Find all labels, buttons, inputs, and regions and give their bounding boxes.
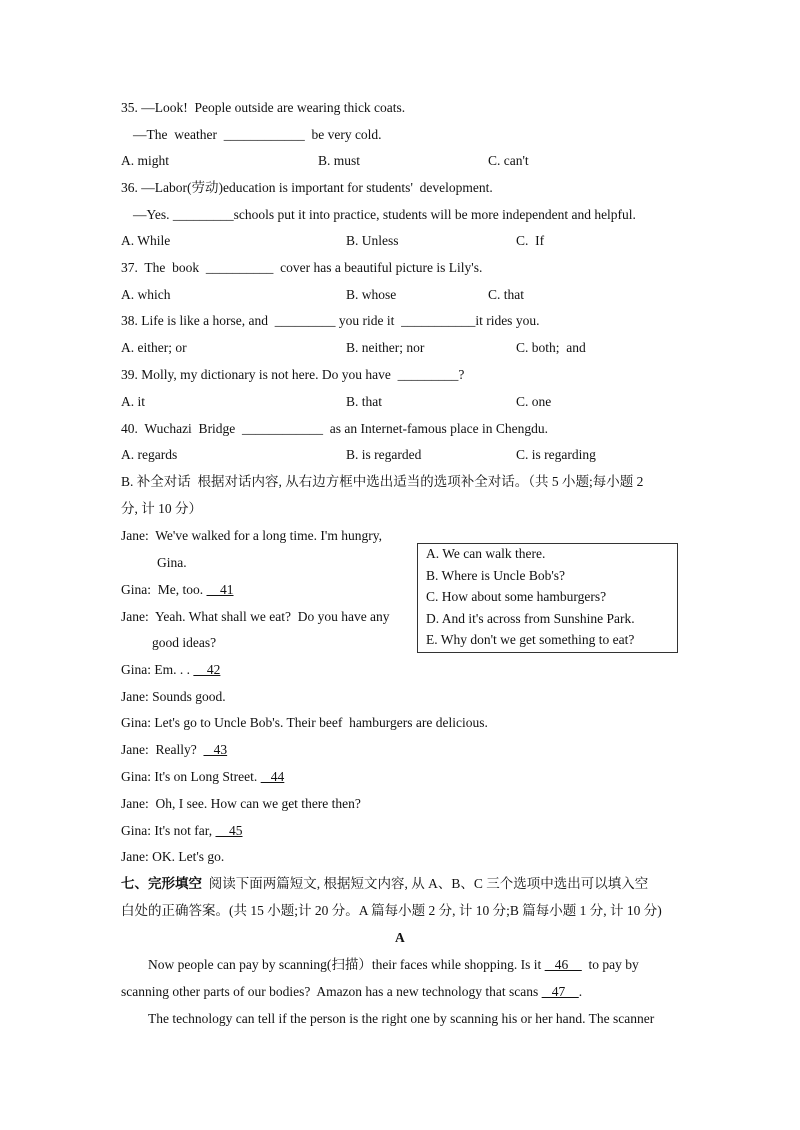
q36-option-a: A. While — [121, 233, 171, 248]
q39-option-a: A. it — [121, 394, 146, 409]
dialogue-line-4: Gina: Em. . . 42 — [121, 662, 221, 677]
box-option-c: C. How about some hamburgers? — [426, 589, 607, 604]
q38-option-c: C. both; and — [516, 340, 586, 355]
q37-stem: 37. The book __________ cover has a beautiful picture is Lily's. — [121, 260, 483, 275]
section-7-heading: 七、完形填空 — [121, 876, 202, 891]
q35-reply: —The weather ____________ be very cold. — [133, 127, 382, 142]
blank-43: 43 — [203, 742, 228, 757]
dialogue-line-2: Gina: Me, too. 41 — [121, 582, 234, 597]
dialogue-line-5: Jane: Sounds good. — [121, 689, 226, 704]
passage-a-title: A — [395, 930, 405, 945]
q37-option-a: A. which — [121, 287, 171, 302]
dialogue-line-1-cont: Gina. — [157, 555, 187, 570]
dialogue-line-7: Jane: Really? 43 — [121, 742, 228, 757]
blank-45: 45 — [215, 823, 243, 838]
q40-stem: 40. Wuchazi Bridge ____________ as an Internet-famous place in Chengdu. — [121, 421, 548, 436]
q37-option-b: B. whose — [346, 287, 397, 302]
section-7-instructions: 七、完形填空 阅读下面两篇短文, 根据短文内容, 从 A、B、C 三个选项中选出可以填入空 — [121, 876, 649, 891]
blank-42: 42 — [193, 662, 221, 677]
q40-option-a: A. regards — [121, 447, 178, 462]
box-option-e: E. Why don't we get something to eat? — [426, 632, 635, 647]
box-option-d: D. And it's across from Sunshine Park. — [426, 611, 635, 626]
q39-option-c: C. one — [516, 394, 552, 409]
dialogue-line-1: Jane: We've walked for a long time. I'm hungry, — [121, 528, 382, 543]
dialogue-line-6: Gina: Let's go to Uncle Bob's. Their beef hamburgers are delicious. — [121, 715, 488, 730]
blank-44: 44 — [260, 769, 285, 784]
q38-option-a: A. either; or — [121, 340, 187, 355]
dialogue-line-10: Gina: It's not far, 45 — [121, 823, 243, 838]
passage-a-line-2: scanning other parts of our bodies? Amazon has a new technology that scans 47 . — [121, 984, 583, 999]
section-7-instructions-cont: 白处的正确答案。(共 15 小题;计 20 分。A 篇每小题 2 分, 计 10 分;B 篇每小题 1 分, 计 10 分) — [121, 903, 662, 918]
q35-option-a: A. might — [121, 153, 170, 168]
q35-option-c: C. can't — [488, 153, 529, 168]
q36-stem: 36. —Labor(劳动)education is important for students' development. — [121, 180, 493, 195]
dialogue-line-3: Jane: Yeah. What shall we eat? Do you have any — [121, 609, 390, 624]
box-option-a: A. We can walk there. — [426, 546, 546, 561]
dialogue-line-9: Jane: Oh, I see. How can we get there then? — [121, 796, 361, 811]
q39-option-b: B. that — [346, 394, 382, 409]
q36-option-c: C. If — [516, 233, 545, 248]
section-b-instructions-cont: 分, 计 10 分） — [121, 501, 202, 516]
q35-stem: 35. —Look! People outside are wearing thick coats. — [121, 100, 406, 115]
q40-option-c: C. is regarding — [516, 447, 596, 462]
blank-47: 47 — [541, 984, 579, 999]
passage-a-line-3: The technology can tell if the person is the right one by scanning his or her hand. The scanner — [148, 1011, 655, 1026]
passage-a-line-1: Now people can pay by scanning(扫描）their faces while shopping. Is it 46 to pay by — [148, 957, 639, 972]
dialogue-line-3-cont: good ideas? — [152, 635, 217, 650]
q39-stem: 39. Molly, my dictionary is not here. Do you have _________? — [121, 367, 465, 382]
q36-option-b: B. Unless — [346, 233, 399, 248]
q38-stem: 38. Life is like a horse, and _________ you ride it ___________it rides you. — [121, 313, 540, 328]
section-b-instructions: B. 补全对话 根据对话内容, 从右边方框中选出适当的选项补全对话。（共 5 小题;每小题 2 — [121, 474, 644, 489]
blank-46: 46 — [544, 957, 582, 972]
dialogue-line-11: Jane: OK. Let's go. — [121, 849, 225, 864]
q40-option-b: B. is regarded — [346, 447, 422, 462]
q37-option-c: C. that — [488, 287, 524, 302]
q38-option-b: B. neither; nor — [346, 340, 425, 355]
q36-reply: —Yes. _________schools put it into practice, students will be more independent and helpful. — [133, 207, 636, 222]
blank-41: 41 — [206, 582, 234, 597]
box-option-b: B. Where is Uncle Bob's? — [426, 568, 566, 583]
q35-option-b: B. must — [318, 153, 361, 168]
options-box — [417, 543, 678, 653]
dialogue-line-8: Gina: It's on Long Street. 44 — [121, 769, 285, 784]
